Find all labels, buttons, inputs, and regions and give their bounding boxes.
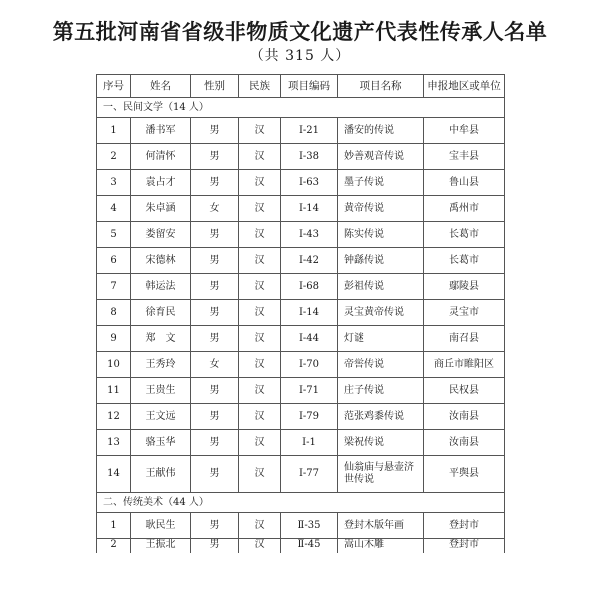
cell-name: 徐育民 [131, 300, 191, 326]
cell-project-code: Ⅰ-70 [281, 352, 338, 378]
cell-gender: 男 [191, 170, 239, 196]
cell-region: 长葛市 [424, 248, 505, 274]
col-header-ethnicity: 民族 [239, 75, 281, 98]
cell-index: 3 [97, 170, 131, 196]
col-header-project-name: 项目名称 [338, 75, 424, 98]
cell-index: 7 [97, 274, 131, 300]
cell-region: 灵宝市 [424, 300, 505, 326]
cell-name: 朱卓涵 [131, 196, 191, 222]
cell-region: 汝南县 [424, 430, 505, 456]
cell-gender: 男 [191, 539, 239, 554]
table-row [97, 430, 505, 456]
cell-name: 宋德林 [131, 248, 191, 274]
cell-gender: 男 [191, 430, 239, 456]
cell-name: 骆玉华 [131, 430, 191, 456]
cell-name: 王秀玲 [131, 352, 191, 378]
cell-gender: 男 [191, 248, 239, 274]
cell-ethnicity: 汉 [239, 274, 281, 300]
cell-ethnicity: 汉 [239, 378, 281, 404]
cell-ethnicity: 汉 [239, 456, 281, 493]
cell-name: 郑 文 [131, 326, 191, 352]
table-row [97, 222, 505, 248]
cell-ethnicity: 汉 [239, 430, 281, 456]
cell-project-name: 潘安的传说 [338, 118, 424, 144]
cell-project-name: 登封木版年画 [338, 513, 424, 539]
cell-region: 南召县 [424, 326, 505, 352]
page-subtitle: （共 315 人） [249, 48, 351, 64]
section-row [97, 493, 505, 513]
cell-name: 王文远 [131, 404, 191, 430]
cell-project-name: 灵宝黄帝传说 [338, 300, 424, 326]
cell-project-code: Ⅰ-63 [281, 170, 338, 196]
cell-project-name: 帝喾传说 [338, 352, 424, 378]
col-header-project-code: 项目编码 [281, 75, 338, 98]
cell-index: 2 [97, 539, 131, 554]
cell-index: 8 [97, 300, 131, 326]
cell-name: 耿民生 [131, 513, 191, 539]
cell-region: 商丘市睢阳区 [424, 352, 505, 378]
cell-gender: 男 [191, 118, 239, 144]
cell-region: 鲁山县 [424, 170, 505, 196]
cell-name: 王贵生 [131, 378, 191, 404]
table-row [97, 300, 505, 326]
cell-project-code: Ⅰ-38 [281, 144, 338, 170]
cell-index: 2 [97, 144, 131, 170]
cell-gender: 男 [191, 326, 239, 352]
cell-region: 登封市 [424, 539, 505, 554]
cell-project-code: Ⅰ-68 [281, 274, 338, 300]
cell-project-code: Ⅰ-77 [281, 456, 338, 493]
cell-project-name: 钟繇传说 [338, 248, 424, 274]
section-heading: 一、民间文学（14 人） [97, 98, 505, 118]
cell-project-code: Ⅱ-45 [281, 539, 338, 554]
cell-project-code: Ⅰ-44 [281, 326, 338, 352]
cell-index: 1 [97, 513, 131, 539]
cell-project-code: Ⅰ-42 [281, 248, 338, 274]
cell-ethnicity: 汉 [239, 513, 281, 539]
cell-name: 王振北 [131, 539, 191, 554]
table-row [97, 404, 505, 430]
table-row [97, 352, 505, 378]
cell-ethnicity: 汉 [239, 404, 281, 430]
cell-gender: 男 [191, 456, 239, 493]
cell-project-code: Ⅰ-21 [281, 118, 338, 144]
cell-project-name: 彭祖传说 [338, 274, 424, 300]
cell-ethnicity: 汉 [239, 539, 281, 554]
cell-name: 王献伟 [131, 456, 191, 493]
cell-project-name: 嵩山木雕 [338, 539, 424, 554]
inheritor-table [96, 74, 505, 553]
table-row [97, 456, 505, 493]
cell-name: 韩运法 [131, 274, 191, 300]
cell-ethnicity: 汉 [239, 248, 281, 274]
table-row [97, 539, 505, 554]
cell-index: 5 [97, 222, 131, 248]
table-row [97, 378, 505, 404]
table-row [97, 513, 505, 539]
cell-project-name: 梁祝传说 [338, 430, 424, 456]
col-header-gender: 性别 [191, 75, 239, 98]
cell-gender: 男 [191, 300, 239, 326]
cell-name: 何清怀 [131, 144, 191, 170]
cell-project-name: 黄帝传说 [338, 196, 424, 222]
cell-index: 6 [97, 248, 131, 274]
cell-region: 登封市 [424, 513, 505, 539]
table-row [97, 170, 505, 196]
cell-project-code: Ⅱ-35 [281, 513, 338, 539]
cell-name: 袁占才 [131, 170, 191, 196]
cell-index: 11 [97, 378, 131, 404]
section-row [97, 98, 505, 118]
cell-index: 10 [97, 352, 131, 378]
cell-project-code: Ⅰ-71 [281, 378, 338, 404]
cell-region: 禹州市 [424, 196, 505, 222]
cell-project-name: 范张鸡黍传说 [338, 404, 424, 430]
col-header-region: 申报地区或单位 [424, 75, 505, 98]
cell-gender: 男 [191, 404, 239, 430]
cell-ethnicity: 汉 [239, 352, 281, 378]
cell-index: 13 [97, 430, 131, 456]
cell-project-name: 妙善观音传说 [338, 144, 424, 170]
cell-project-name: 灯谜 [338, 326, 424, 352]
cell-project-code: Ⅰ-14 [281, 196, 338, 222]
cell-gender: 女 [191, 196, 239, 222]
cell-project-code: Ⅰ-14 [281, 300, 338, 326]
cell-gender: 男 [191, 378, 239, 404]
cell-gender: 女 [191, 352, 239, 378]
cell-name: 娄留安 [131, 222, 191, 248]
cell-project-name: 墨子传说 [338, 170, 424, 196]
col-header-name: 姓名 [131, 75, 191, 98]
cell-project-name: 仙翁庙与悬壶济世传说 [338, 456, 424, 493]
table-row [97, 248, 505, 274]
cell-ethnicity: 汉 [239, 118, 281, 144]
cell-region: 中牟县 [424, 118, 505, 144]
cell-region: 平舆县 [424, 456, 505, 493]
table-row [97, 326, 505, 352]
cell-project-name: 庄子传说 [338, 378, 424, 404]
cell-index: 12 [97, 404, 131, 430]
cell-gender: 男 [191, 513, 239, 539]
cell-region: 长葛市 [424, 222, 505, 248]
cell-name: 潘书军 [131, 118, 191, 144]
cell-ethnicity: 汉 [239, 300, 281, 326]
cell-gender: 男 [191, 144, 239, 170]
table-header-row [97, 75, 505, 98]
page-title: 第五批河南省省级非物质文化遗产代表性传承人名单 [52, 19, 548, 44]
cell-index: 4 [97, 196, 131, 222]
table-row [97, 274, 505, 300]
cell-region: 民权县 [424, 378, 505, 404]
cell-project-code: Ⅰ-43 [281, 222, 338, 248]
section-heading: 二、传统美术（44 人） [97, 493, 505, 513]
cell-region: 汝南县 [424, 404, 505, 430]
cell-project-code: Ⅰ-79 [281, 404, 338, 430]
cell-region: 宝丰县 [424, 144, 505, 170]
cell-ethnicity: 汉 [239, 326, 281, 352]
table-row [97, 118, 505, 144]
cell-project-code: Ⅰ-1 [281, 430, 338, 456]
cell-project-name: 陈实传说 [338, 222, 424, 248]
cell-index: 9 [97, 326, 131, 352]
cell-ethnicity: 汉 [239, 196, 281, 222]
cell-gender: 男 [191, 274, 239, 300]
cell-gender: 男 [191, 222, 239, 248]
cell-ethnicity: 汉 [239, 170, 281, 196]
table-row [97, 196, 505, 222]
cell-index: 14 [97, 456, 131, 493]
cell-region: 鄢陵县 [424, 274, 505, 300]
table-row [97, 144, 505, 170]
cell-ethnicity: 汉 [239, 144, 281, 170]
cell-index: 1 [97, 118, 131, 144]
cell-ethnicity: 汉 [239, 222, 281, 248]
col-header-index: 序号 [97, 75, 131, 98]
